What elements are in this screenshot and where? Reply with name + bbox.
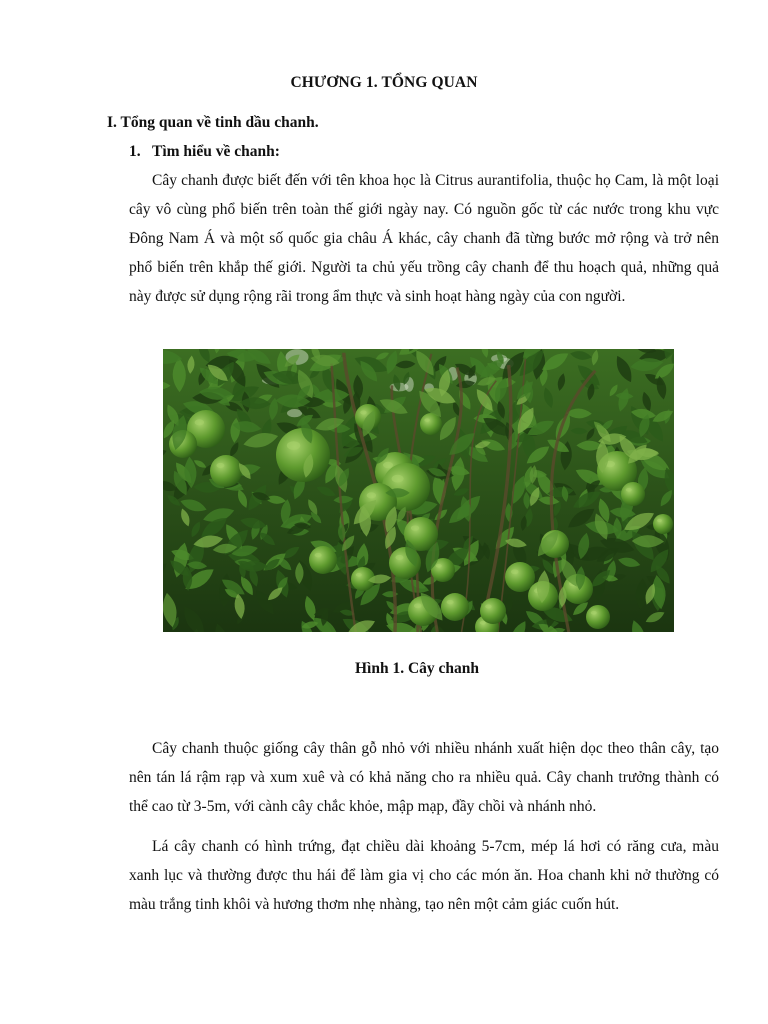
section-number: I. <box>107 114 117 131</box>
section-heading <box>107 114 319 132</box>
subsection-heading <box>129 143 280 161</box>
paragraph-leaf-flower: Lá cây chanh có hình trứng, đạt chiều dài khoảng 5-7cm, mép lá hơi có răng cưa, màu xanh lục và thường được thu hái để làm gia vị cho các món ăn. Hoa chanh khi nở thường có màu trắng tinh khôi và hương thơm nhẹ nhàng, tạo nên một cảm giác cuốn hút. <box>129 838 719 913</box>
subsection-title: Tìm hiểu về chanh: <box>152 143 280 160</box>
figure-caption: Hình 1. Cây chanh <box>354 660 480 677</box>
lime-tree-photo <box>163 349 674 632</box>
chapter-title: CHƯƠNG 1. TỔNG QUAN <box>290 74 478 91</box>
paragraph-intro: Cây chanh được biết đến với tên khoa học là Citrus aurantifolia, thuộc họ Cam, là một loại cây vô cùng phổ biến trên toàn thế giới ngày nay. Có nguồn gốc từ các nước trong khu vực Đông Nam Á và một số quốc gia châu Á khác, cây chanh đã từng bước mở rộng và trở nên phổ biến trên khắp thế giới. Người ta chủ yếu trồng cây chanh để thu hoạch quả, những quả này được sử dụng rộng rãi trong ẩm thực và sinh hoạt hàng ngày của con người. <box>129 172 719 305</box>
paragraph-tree-description: Cây chanh thuộc giống cây thân gỗ nhỏ với nhiều nhánh xuất hiện dọc theo thân cây, tạo nên tán lá rậm rạp và xum xuê và có khả năng cho ra nhiều quả. Cây chanh trưởng thành có thể cao từ 3-5m, với cành cây chắc khỏe, mập mạp, đầy chồi và nhánh nhỏ. <box>129 740 719 815</box>
section-title: Tổng quan về tinh dầu chanh. <box>120 114 319 131</box>
subsection-number: 1. <box>129 143 141 160</box>
